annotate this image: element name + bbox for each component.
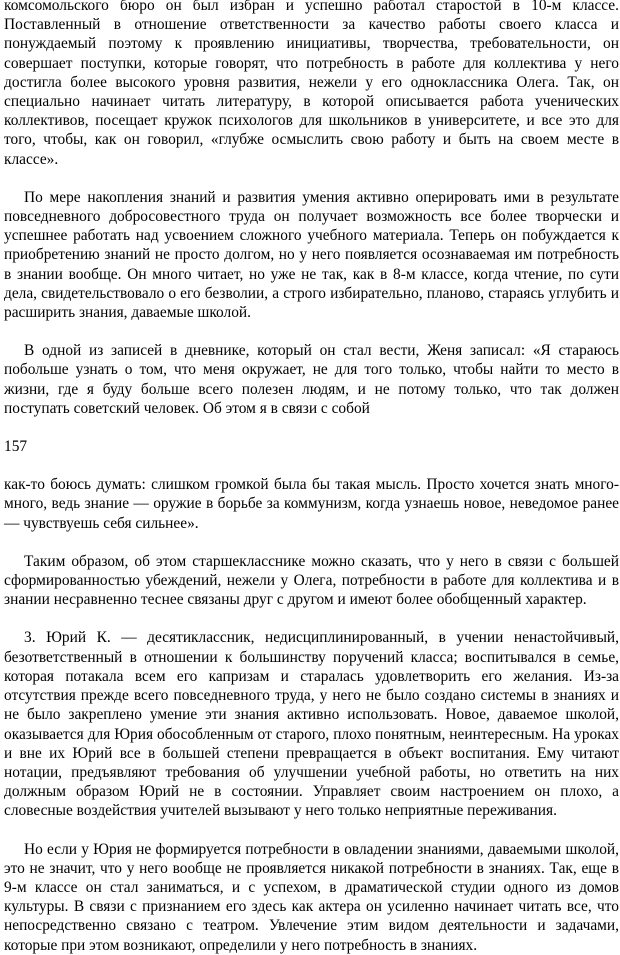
paragraph-komsomol: комсомольского бюро он был избран и успешно работал старостой в 10-м классе. Поставленный в отношение ответственности за качество работы своего класса и понуждаемый поэтому к проявлению инициативы, творчества, требовательности, он совершает поступки, которые говорят, что потребность в работе для коллектива у него достигла более высокого уровня развития, нежели у его одноклассника Олега. Так, он специально начинает читать литературу, в которой описывается работа ученических коллективов, посещает кружок психологов для школьников в университете, и все это для того, чтобы, как он говорил, «глубже осмыслить свою работу и быть на своем месте в классе». [4,0,619,168]
paragraph-diary: В одной из записей в дневнике, который он стал вести, Женя записал: «Я стараюсь побольше узнать о том, что меня окружает, не для того только, чтобы найти то место в жизни, где я буду больше всего полезен людям, и не потому только, что так должен поступать советский человек. Об этом я в связи с собой [4,342,619,417]
document-page [4,0,619,955]
paragraph-theatre: Но если у Юрия не формируется потребности в овладении знаниями, даваемыми школой, это не значит, что у него вообще не проявляется никакой потребности в знаниях. Так, еще в 9-м классе он стал заниматься, и с успехом, в драматической студии одного из домов культуры. В связи с признанием его здесь как актера он усиленно начинает читать все, что непосредственно связано с театром. Увлечение этим видом деятельности и задачами, которые при этом возникают, определили у него потребность в знаниях. [4,840,619,954]
paragraph-gap [4,169,619,188]
paragraph-summary: Таким образом, об этом старшекласснике можно сказать, что у него в связи с большей сформированностью убеждений, нежели у Олега, потребности в работе для коллектива и в знании несравненно теснее связаны друг с другом и имеют более обобщенный характер. [4,552,619,609]
paragraph-knowledge: По мере накопления знаний и развития умения активно оперировать ими в результате повседневного добросовестного труда он получает возможность все более творчески и успешнее работать над усвоением сложного учебного материала. Теперь он побуждается к приобретению знаний не просто долгом, но у него появляется осознаваемая им потребность в знании вообще. Он много читает, но уже не так, как в 8-м классе, когда чтение, по сути дела, свидетельствовало о его безволии, а строго избирательно, планово, стараясь углубить и расширить знания, даваемые школой. [4,188,619,322]
paragraph-gap [4,456,619,475]
paragraph-gap [4,418,619,437]
page-number: 157 [4,438,28,456]
paragraph-gap [4,821,619,840]
paragraph-yuri: 3. Юрий К. — десятиклассник, недисциплинированный, в учении ненастойчивый, безответственный в отношении к большинству поручений класса; воспитывался в семье, которая потакала всем его капризам и старалась удовлетворить его желания. Из-за отсутствия прежде всего повседневного труда, у него не было создано системы в знаниях и не было закреплено умение эти знания активно использовать. Новое, даваемое школой, оказывается для Юрия обособленным от старого, плохо понятным, неинтересным. На уроках и вне их Юрий все в большей степени превращается в объект воспитания. Ему читают нотации, предъявляют требования об улучшении учебной работы, но ответить на них должным образом Юрий не в состоянии. Управляет своим настроением он плохо, а словесные воздействия учителей вызывают у него только неприятные переживания. [4,629,619,820]
paragraph-gap [4,609,619,628]
paragraph-continuation: как-то боюсь думать: слишком громкой была бы такая мысль. Просто хочется знать много-много, ведь знание — оружие в борьбе за коммунизм, когда узнаешь новое, неведомое ранее — чувствуешь себя сильнее». [4,476,619,532]
paragraph-gap [4,533,619,552]
paragraph-gap [4,322,619,341]
